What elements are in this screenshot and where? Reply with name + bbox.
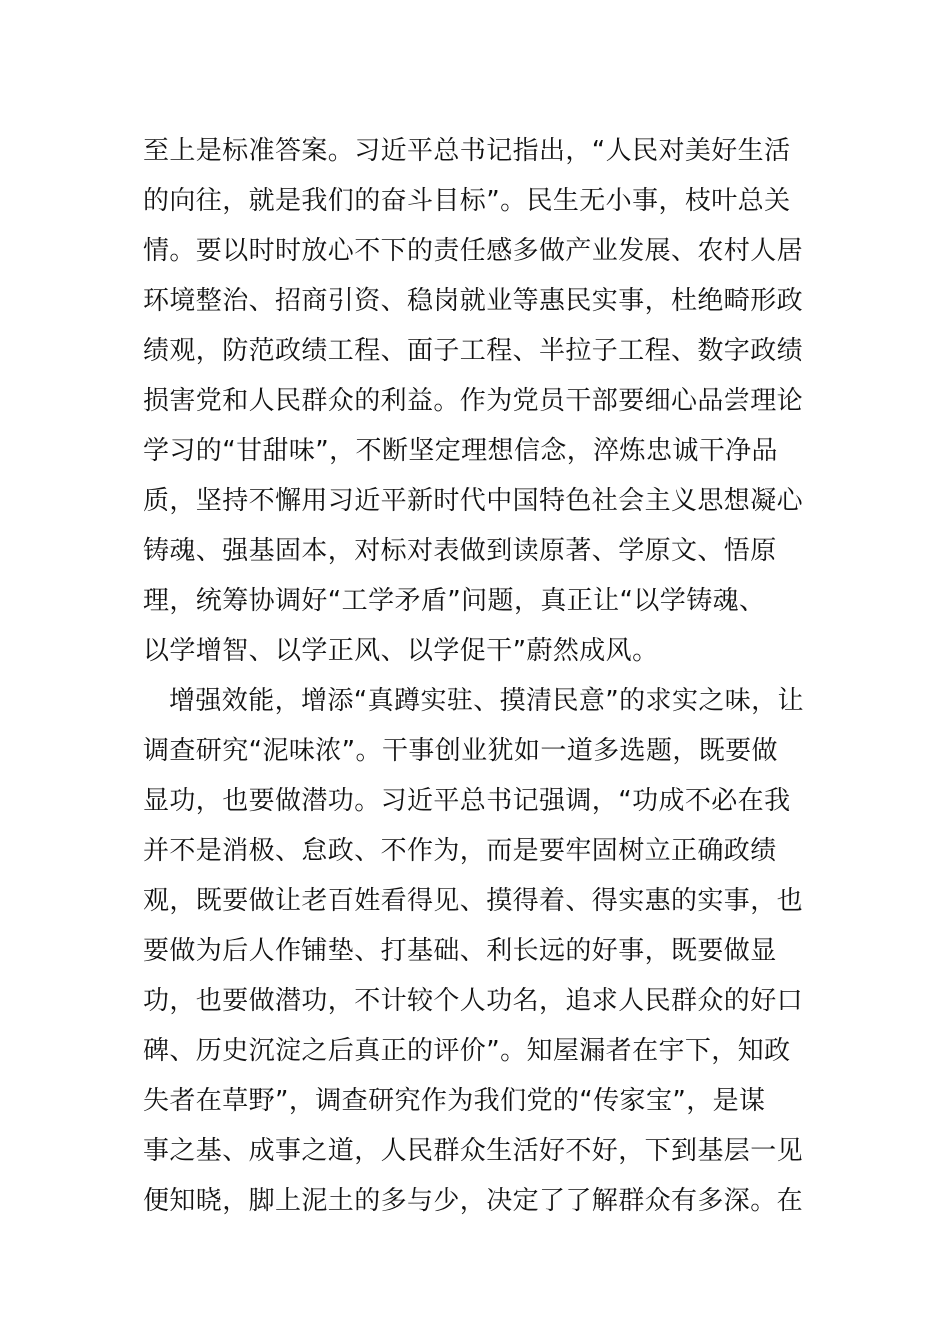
text-line: 观，既要做让老百姓看得见、摸得着、得实惠的实事，也 <box>143 886 804 916</box>
text-line: 的向往，就是我们的奋斗目标”。民生无小事，枝叶总关 <box>143 186 791 216</box>
text-line: 调查研究“泥味浓”。干事创业犹如一道多选题，既要做 <box>143 736 778 766</box>
text-line: 以学增智、以学正风、以学促干”蔚然成风。 <box>143 636 659 666</box>
text-line: 失者在草野”，调查研究作为我们党的“传家宝”，是谋 <box>143 1086 766 1116</box>
paragraph-start-line: 增强效能，增添“真蹲实驻、摸清民意”的求实之味，让 <box>169 686 804 716</box>
text-line: 学习的“甘甜味”，不断坚定理想信念，淬炼忠诚干净品 <box>143 436 778 466</box>
text-line: 至上是标准答案。习近平总书记指出，“人民对美好生活 <box>143 136 791 166</box>
text-line: 事之基、成事之道，人民群众生活好不好，下到基层一见 <box>143 1136 804 1166</box>
text-line: 损害党和人民群众的利益。作为党员干部要细心品尝理论 <box>143 386 804 416</box>
text-line: 环境整治、招商引资、稳岗就业等惠民实事，杜绝畸形政 <box>143 286 804 316</box>
text-line: 碑、历史沉淀之后真正的评价”。知屋漏者在宇下，知政 <box>143 1036 791 1066</box>
text-line: 情。要以时时放心不下的责任感多做产业发展、农村人居 <box>143 236 804 266</box>
text-line: 质，坚持不懈用习近平新时代中国特色社会主义思想凝心 <box>143 486 804 516</box>
text-line: 要做为后人作铺垫、打基础、利长远的好事，既要做显 <box>143 936 777 966</box>
text-line: 铸魂、强基固本，对标对表做到读原著、学原文、悟原 <box>143 536 777 566</box>
text-line: 显功，也要做潜功。习近平总书记强调，“功成不必在我 <box>143 786 791 816</box>
text-line: 并不是消极、怠政、不作为，而是要牢固树立正确政绩 <box>143 836 777 866</box>
text-line: 功，也要做潜功，不计较个人功名，追求人民群众的好口 <box>143 986 804 1016</box>
text-line: 理，统筹协调好“工学矛盾”问题，真正让“以学铸魂、 <box>143 586 766 616</box>
text-line: 便知晓，脚上泥土的多与少，决定了了解群众有多深。在 <box>143 1186 804 1216</box>
text-line: 绩观，防范政绩工程、面子工程、半拉子工程、数字政绩 <box>143 336 804 366</box>
document-body <box>143 126 823 1226</box>
